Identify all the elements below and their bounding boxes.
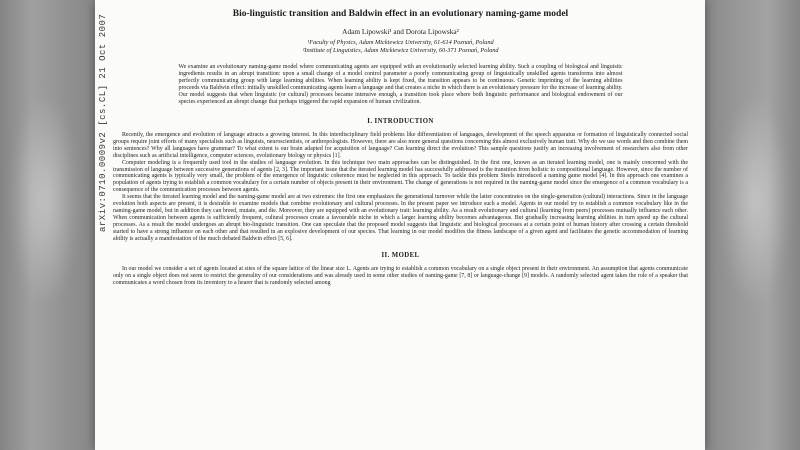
section-heading-introduction: I. INTRODUCTION: [367, 117, 434, 125]
section-heading-model: II. MODEL: [381, 252, 420, 260]
model-body: [113, 266, 688, 287]
introduction-paragraph-2: Computer modeling is a frequently used tool in the studies of language evolution. In this technique two main approaches can be distinguished. In the first one, known as an iterated learning model, one is mainly concerned with the transmission of language between successive generations of agents [2, 3]. The important issue that the iterated learning model has successfully addressed is the transition from holistic to compositional language. However, since the number of communicating agents is typically very small, the problem of the emergence of linguistic coherence must be neglected in this approach. To tackle this problem Steels introduced a naming game model [4]. In this approach one examines a population of agents trying to establish a common vocabulary for a certain number of objects present in their environment. The change of generations is not required in the naming-game model since the emergence of a common vocabulary is a consequence of the communication processes between agents.: [113, 159, 688, 194]
paper-affiliations: [113, 39, 688, 55]
paper-title: Bio-linguistic transition and Baldwin effect in an evolutionary naming-game model: [232, 9, 569, 19]
introduction-paragraph-1: Recently, the emergence and evolution of language attracts a growing interest. In this interdisciplinary field problems like differentiation of languages, development of the speech apparatus or formation of linguistically connected social groups require joint efforts of many specialists such as linguists, neuroscientists, or anthropologists. However, there are also more general questions concerning this almost exclusively human trait. Why do we use words and then combine them into sentences? Why all languages have grammar? To what extent is our brain adapted for acquisition of language? Can learning direct the evolution? This sample questions justify an increasing involvement of researchers also from other disciplines such as artificial intelligence, computer sciences, evolutionary biology or physics [1].: [113, 131, 688, 159]
model-paragraph-1: In our model we consider a set of agents located at sites of the square lattice of the linear size L. Agents are trying to establish a common vocabulary on a single object present in their environment. An assumption that agents communicate only on a single object does not seem to restrict the generality of our considerations and was already used in some other studies of naming-game [7, 8] or language-change [9] models. A randomly selected agent takes the role of a speaker that communicates a word chosen from its inventory to a hearer that is randomly selected among: [113, 266, 688, 287]
arxiv-identifier-stamp: arXiv:0710.0009v2 [cs.CL] 21 Oct 2007: [98, 13, 108, 232]
paper-authors: Adam Lipowski¹ and Dorota Lipowska²: [342, 27, 459, 37]
affiliation-1: ¹Faculty of Physics, Adam Mickiewicz University, 61-614 Poznań, Poland: [307, 39, 494, 47]
background-blur-left: [10, 90, 80, 310]
background-blur-right: [720, 90, 790, 310]
paper-abstract: We examine an evolutionary naming-game model where communicating agents are equipped with an evolutionarily selected learning ability. Such a coupling of biological and linguistic ingredients results in an abrupt transition: upon a small change of a model control parameter a poorly communicating group of linguistically unskilled agents transforms into almost perfectly communicating group with large learning abilities. When learning ability is kept fixed, the transition appears to be continuous. Genetic imprinting of the learning abilities proceeds via Baldwin effect: initially unskilled communicating agents learn a language and that creates a niche in which there is an evolutionary pressure for the increase of learning ability. Our model suggests that when linguistic (or cultural) processes became intensive enough, a transition took place where both linguistic performance and biological endowment of our species experienced an abrupt change that perhaps triggered the rapid expansion of human civilization.: [178, 64, 623, 105]
affiliation-2: ²Institute of Linguistics, Adam Mickiewicz University, 60-371 Poznań, Poland: [302, 47, 499, 55]
introduction-body: [113, 132, 688, 243]
paper-page: [95, 0, 705, 450]
introduction-paragraph-3: It seems that the iterated learning model and the naming-game model are at two extremes: the first one emphasizes the generational turnover while the latter concentrates on the single-generation (cultural) interactions. Since in the language evolution both aspects are present, it is desirable to examine models that combine evolutionary and cultural processes. In the present paper we introduce such a model. Agents in our model try to establish a common vocabulary like in the naming-game model, but in addition they can breed, mutate, and die. Moreover, they are equipped with an evolutionary trait: learning ability. As a result evolutionary and cultural (learning from peers) processes mutually influence each other. When communication between agents is sufficiently frequent, cultural processes create a favourable niche in which a larger learning ability becomes advantageous. But gradually increasing learning abilities in turn speed up the cultural processes. As a result the model undergoes an abrupt bio-linguistic transition. One can speculate that the proposed model suggests that linguistic and biological processes at a certain point of human history after crossing a certain threshold started to have a strong influence on each other and that resulted in an explosive development of our species. That learning in our model modifies the fitness landscape of a given agent and facilitates the genetic accommodation of learning ability is actually a manifestation of the much debated Baldwin effect [5, 6].: [113, 194, 688, 242]
